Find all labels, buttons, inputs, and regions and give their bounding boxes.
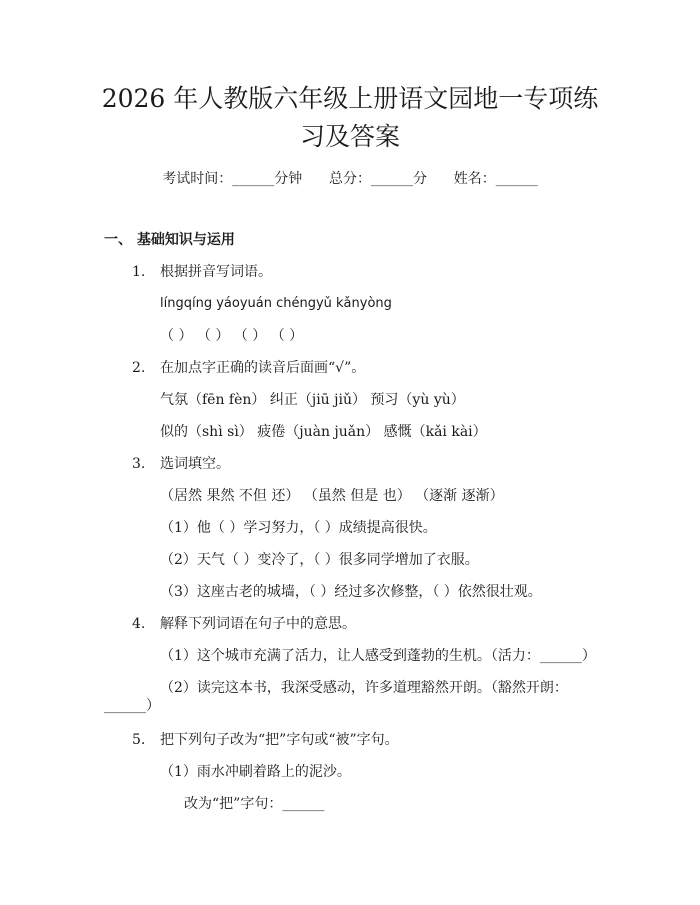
question-1 (132, 262, 272, 282)
question-2 (132, 358, 365, 378)
fill-item-3: （3）这座古老的城墙，（ ）经过多次修整，（ ）依然很壮观。 (160, 584, 542, 600)
question-5 (132, 730, 399, 750)
pronunciation-row-1: 气氛（fēn fèn） 纠正（jiū jiǔ） 预习（yù yù） (160, 392, 465, 408)
explain-item-1: （1）这个城市充满了活力，让人感受到蓬勃的生机。（活力：______） (160, 648, 596, 664)
word-options: （居然 果然 不但 还） （虽然 但是 也） （逐渐 逐渐） (160, 488, 504, 504)
question-text: 根据拼音写词语。 (160, 264, 272, 280)
question-text: 选词填空。 (160, 456, 230, 472)
explain-item-2: （2）读完这本书，我深受感动，许多道理豁然开朗。（豁然开朗： (160, 680, 568, 696)
question-text: 在加点字正确的读音后面画“√”。 (160, 360, 366, 376)
question-4 (132, 614, 356, 634)
pronunciation-row-2: 似的（shì sì） 疲倦（juàn juǎn） 感慨（kǎi kài） (160, 424, 487, 440)
question-number: 2. (132, 360, 146, 376)
exam-info-text: 考试时间：______分钟 总分：______分 姓名：______ (162, 171, 538, 187)
rewrite-answer-line: 改为“把”字句：______ (184, 796, 325, 812)
question-number: 1. (132, 264, 146, 280)
question-text: 把下列句子改为“把”字句或“被”字句。 (160, 732, 399, 748)
question-3 (132, 454, 230, 474)
answer-blanks: （ ） （ ） （ ） （ ） (160, 328, 304, 344)
title-line-1: 2026 年人教版六年级上册语文园地一专项练 (101, 84, 599, 113)
explain-item-2-continued: ______） (104, 698, 160, 714)
fill-item-2: （2）天气（ ）变冷了，（ ）很多同学增加了衣服。 (160, 552, 479, 568)
document-title (60, 80, 640, 156)
section-heading: 一、 基础知识与运用 (104, 232, 235, 248)
fill-item-1: （1）他（ ）学习努力，（ ）成绩提高很快。 (160, 520, 437, 536)
question-number: 4. (132, 616, 146, 632)
question-number: 3. (132, 456, 146, 472)
question-text: 解释下列词语在句子中的意思。 (160, 616, 356, 632)
rewrite-item-1: （1）雨水冲刷着路上的泥沙。 (160, 764, 351, 780)
title-line-2: 习及答案 (299, 122, 400, 151)
pinyin-row: língqíng yáoyuán chéngyǔ kǎnyòng (160, 296, 392, 311)
question-number: 5. (132, 732, 146, 748)
exam-info-line (0, 168, 700, 188)
